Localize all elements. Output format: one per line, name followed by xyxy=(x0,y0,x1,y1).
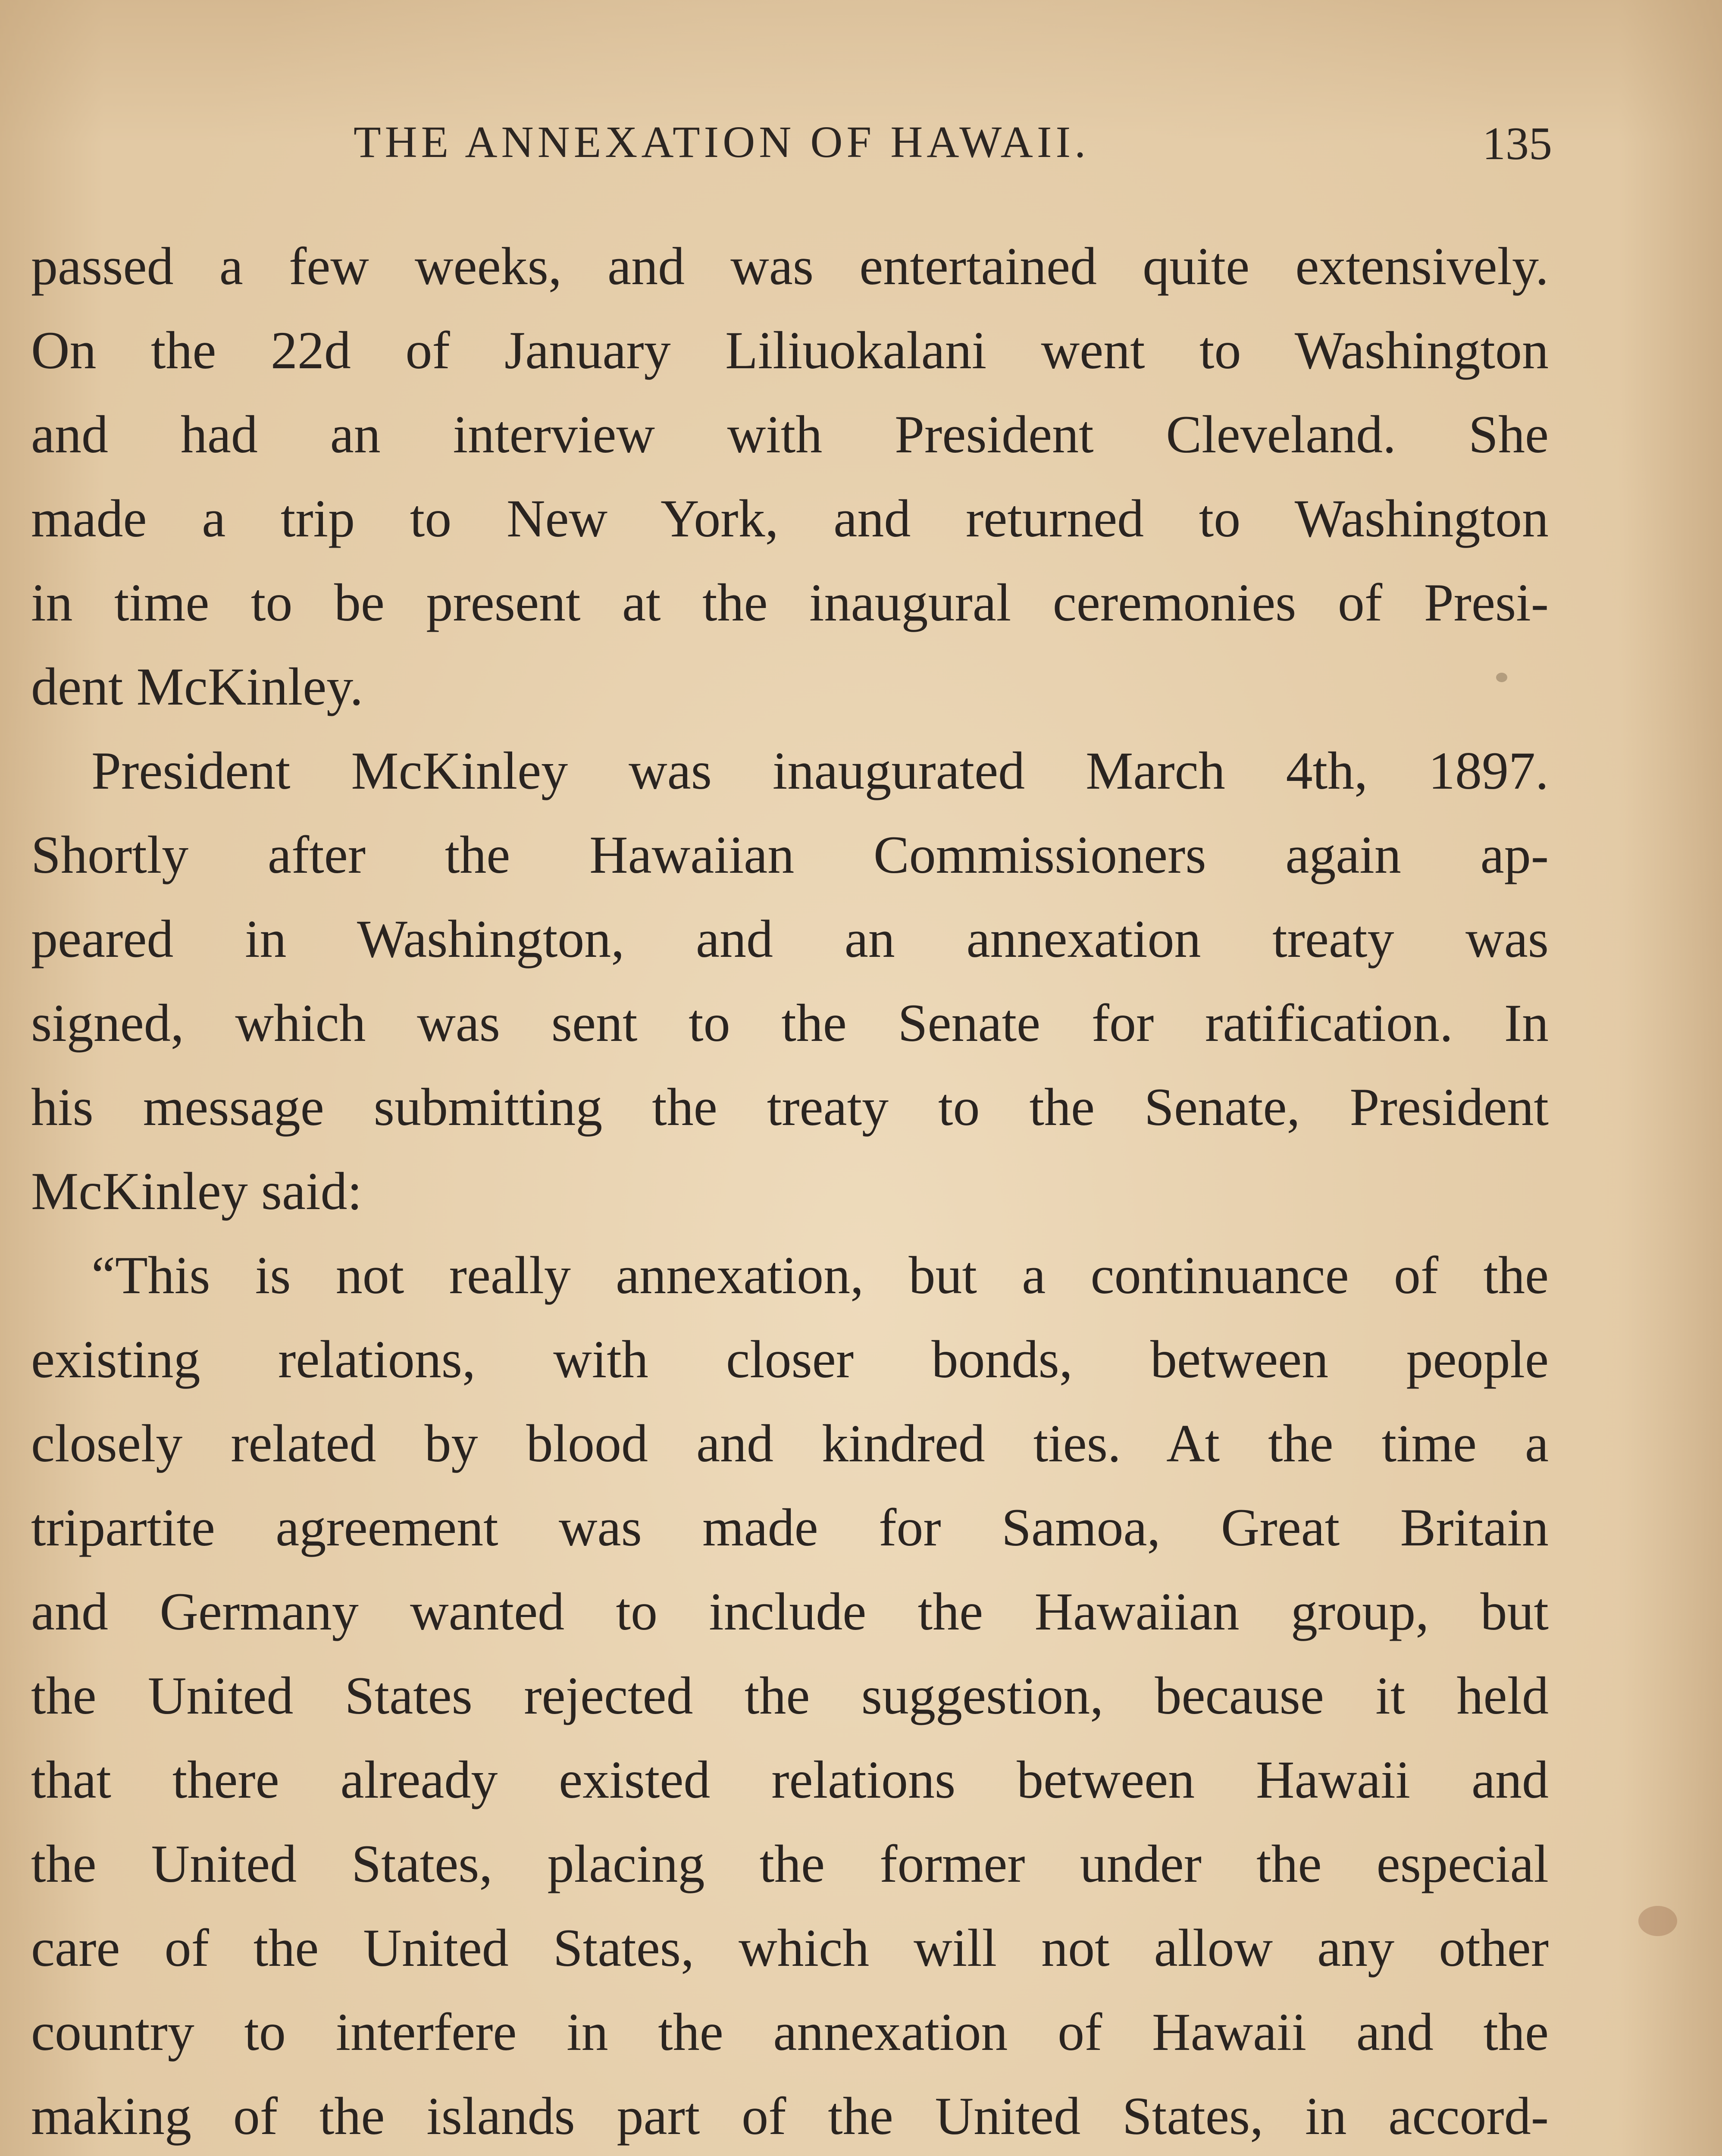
paragraph-1 xyxy=(31,224,1549,729)
text-line: the United States rejected the suggestion, because it held xyxy=(31,1666,1549,1725)
running-title: THE ANNEXATION OF HAWAII. xyxy=(354,117,1090,167)
text-line: the United States, placing the former under the especial xyxy=(31,1834,1549,1893)
text-line: tripartite agreement was made for Samoa, Great Britain xyxy=(31,1498,1549,1557)
text-line: care of the United States, which will not allow any other xyxy=(31,1918,1549,1977)
text-line: Shortly after the Hawaiian Commissioners again ap- xyxy=(31,825,1549,884)
text-line: and Germany wanted to include the Hawaiian group, but xyxy=(31,1582,1549,1641)
text-line: President McKinley was inaugurated March 4th, 1897. xyxy=(91,741,1549,800)
running-head xyxy=(34,108,1552,172)
text-line: On the 22d of January Liliuokalani went to Washington xyxy=(31,321,1549,380)
text-line: country to interfere in the annexation of Hawaii and the xyxy=(31,2002,1549,2062)
text-line: “This is not really annexation, but a continuance of the xyxy=(91,1246,1549,1305)
text-line: making of the islands part of the United States, in accord- xyxy=(31,2087,1549,2146)
text-line: dent McKinley. xyxy=(31,657,363,716)
text-line: made a trip to New York, and returned to Washington xyxy=(31,489,1549,548)
text-line: that there already existed relations between Hawaii and xyxy=(31,1750,1549,1809)
text-line: and had an interview with President Cleveland. She xyxy=(31,405,1549,464)
text-line: closely related by blood and kindred ties. At the time a xyxy=(31,1414,1549,1473)
text-line: in time to be present at the inaugural ceremonies of Presi- xyxy=(31,573,1549,632)
paper-stain xyxy=(1638,1906,1677,1936)
text-line: peared in Washington, and an annexation treaty was xyxy=(31,909,1549,968)
paper-stain xyxy=(1496,673,1507,682)
text-line: passed a few weeks, and was entertained quite extensively. xyxy=(31,237,1549,296)
text-line: McKinley said: xyxy=(31,1162,362,1221)
text-line: his message submitting the treaty to the Senate, President xyxy=(31,1078,1549,1137)
body-text xyxy=(31,224,1549,2156)
paragraph-2 xyxy=(31,729,1549,1233)
text-line: existing relations, with closer bonds, between people xyxy=(31,1330,1549,1389)
page-number: 135 xyxy=(1482,118,1552,169)
text-line: signed, which was sent to the Senate for ratification. In xyxy=(31,993,1549,1053)
paragraph-3 xyxy=(31,1233,1549,2156)
